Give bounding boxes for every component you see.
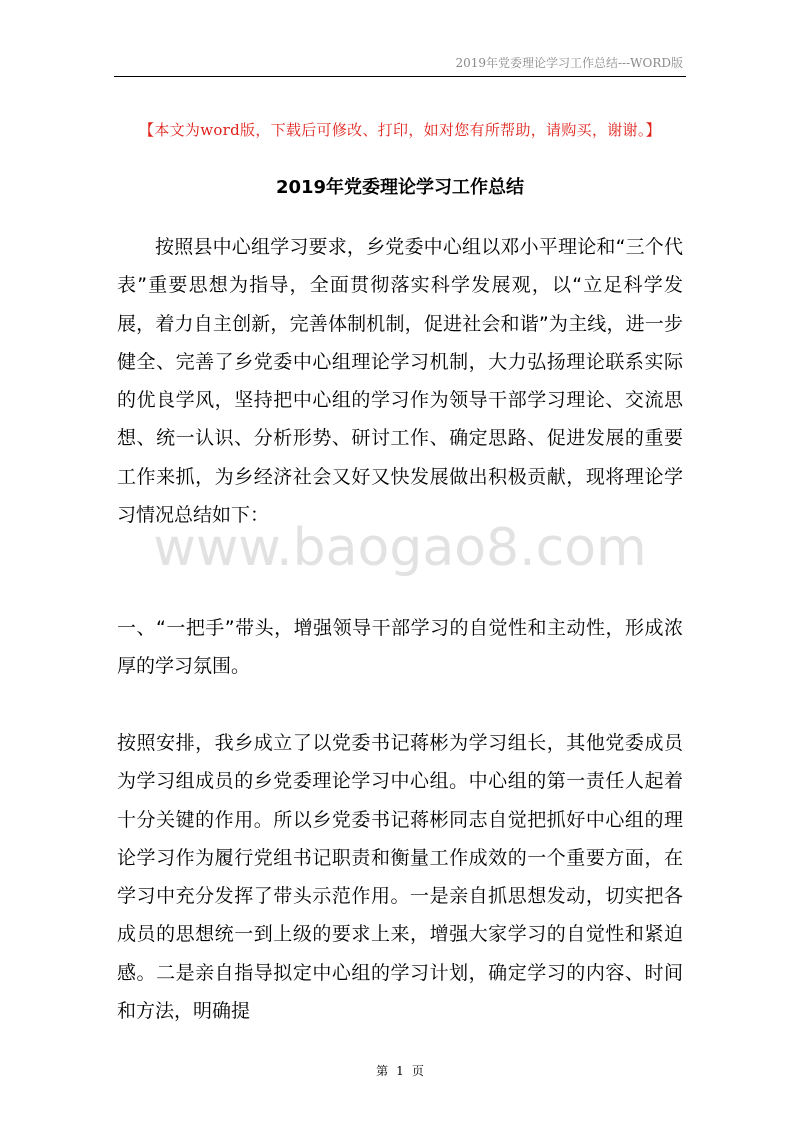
document-title: 2019年党委理论学习工作总结: [275, 177, 525, 198]
section-1-paragraph: 按照安排，我乡成立了以党委书记蒋彬为学习组长，其他党委成员为学习组成员的乡党委理论学习中心组。中心组的第一责任人起着十分关键的作用。所以乡党委书记蒋彬同志自觉把抓好中心组的理论学习作为履行党组书记职责和衡量工作成效的一个重要方面，在学习中充分发挥了带头示范作用。一是亲自抓思想发动，切实把各成员的思想统一到上级的要求上来，增强大家学习的自觉性和紧迫感。二是亲自指导拟定中心组的学习计划，确定学习的内容、时间和方法，明确提: [117, 732, 683, 1023]
section-heading-1: 一、“一把手”带头，增强领导干部学习的自觉性和主动性，形成浓厚的学习氛围。: [117, 617, 683, 678]
page-number: 1: [396, 1064, 404, 1078]
page-prefix: 第: [376, 1064, 389, 1078]
page-suffix: 页: [411, 1064, 424, 1078]
header-divider: [114, 76, 686, 77]
download-notice: 【本文为word版，下载后可修改、打印，如对您有所帮助，请购买，谢谢。】: [139, 121, 661, 139]
running-header: 2019年党委理论学习工作总结---WORD版: [455, 56, 683, 70]
page-footer: [0, 1062, 800, 1079]
site-watermark: www.baogao8.com: [153, 518, 647, 578]
intro-paragraph: 按照县中心组学习要求，乡党委中心组以邓小平理论和“三个代表”重要思想为指导，全面贯彻落实科学发展观，以“立足科学发展，着力自主创新，完善体制机制，促进社会和谐”为主线，进一步健全、完善了乡党委中心组理论学习机制，大力弘扬理论联系实际的优良学风，坚持把中心组的学习作为领导干部学习理论、交流思想、统一认识、分析形势、研讨工作、确定思路、促进发展的重要工作来抓，为乡经济社会又好又快发展做出积极贡献，现将理论学习情况总结如下：: [117, 236, 683, 527]
